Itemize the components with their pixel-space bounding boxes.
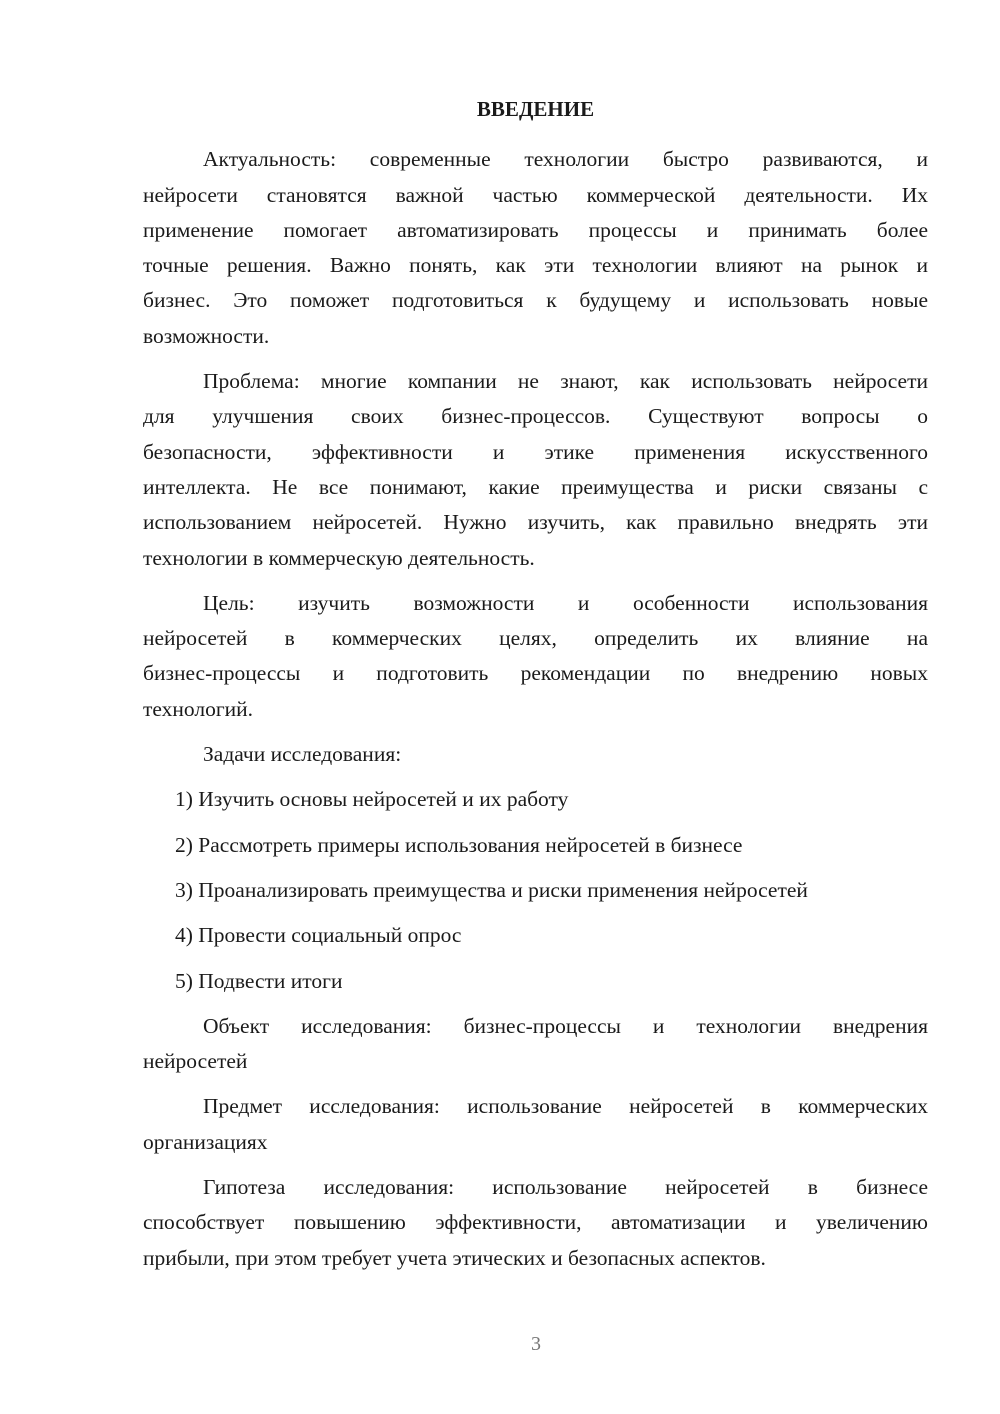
task-item: 5) Подвести итоги [175,968,343,993]
text-line: нейросети становятся важной частью коммерческой деятельности. Их [143,182,928,207]
text-line: возможности. [143,323,270,348]
text-line: нейросетей в коммерческих целях, определить их влияние на [143,626,928,651]
task-item: 3) Проанализировать преимущества и риски применения нейросетей [175,877,808,902]
text-line: использованием нейросетей. Нужно изучить, как правильно внедрять эти [143,510,928,535]
text-line: безопасности, эффективности и этике применения искусственного [143,439,928,464]
text-line: для улучшения своих бизнес-процессов. Существуют вопросы о [143,404,928,429]
task-item: 1) Изучить основы нейросетей и их работу [175,787,569,812]
section-title: ВВЕДЕНИЕ [476,97,595,121]
paragraph [143,586,928,727]
text-line: нейросетей [143,1049,248,1074]
paragraph [143,1089,928,1160]
text-line: Задачи исследования: [203,742,402,767]
task-list [143,782,928,998]
paragraph [143,364,928,576]
text-line: прибыли, при этом требует учета этических и безопасных аспектов. [143,1245,766,1270]
text-line: точные решения. Важно понять, как эти технологии влияют на рынок и [143,253,928,278]
text-line: Цель: изучить возможности и особенности использования [203,590,928,615]
intro-paragraphs [143,142,928,772]
document-page [143,92,928,1286]
paragraph [143,1009,928,1080]
text-line: способствует повышению эффективности, автоматизации и увеличению [143,1210,928,1235]
paragraph [143,737,928,772]
text-line: Проблема: многие компании не знают, как использовать нейросети [203,369,928,394]
page-number: 3 [531,1333,541,1355]
task-item: 4) Провести социальный опрос [175,923,462,948]
text-line: организациях [143,1129,268,1154]
text-line: технологии в коммерческую деятельность. [143,545,535,570]
research-paragraphs [143,1009,928,1276]
paragraph [143,1170,928,1276]
text-line: бизнес. Это поможет подготовиться к будущему и использовать новые [143,288,928,313]
paragraph [143,142,928,354]
text-line: Актуальность: современные технологии быстро развиваются, и [203,147,928,172]
text-line: технологий. [143,696,254,721]
text-line: интеллекта. Не все понимают, какие преимущества и риски связаны с [143,474,928,499]
text-line: применение помогает автоматизировать процессы и принимать более [143,217,928,242]
text-line: бизнес-процессы и подготовить рекомендации по внедрению новых [143,661,928,686]
text-line: Предмет исследования: использование нейросетей в коммерческих [203,1094,928,1119]
text-line: Гипотеза исследования: использование нейросетей в бизнесе [203,1175,928,1200]
text-line: Объект исследования: бизнес-процессы и технологии внедрения [203,1013,928,1038]
task-item: 2) Рассмотреть примеры использования нейросетей в бизнесе [175,832,743,857]
